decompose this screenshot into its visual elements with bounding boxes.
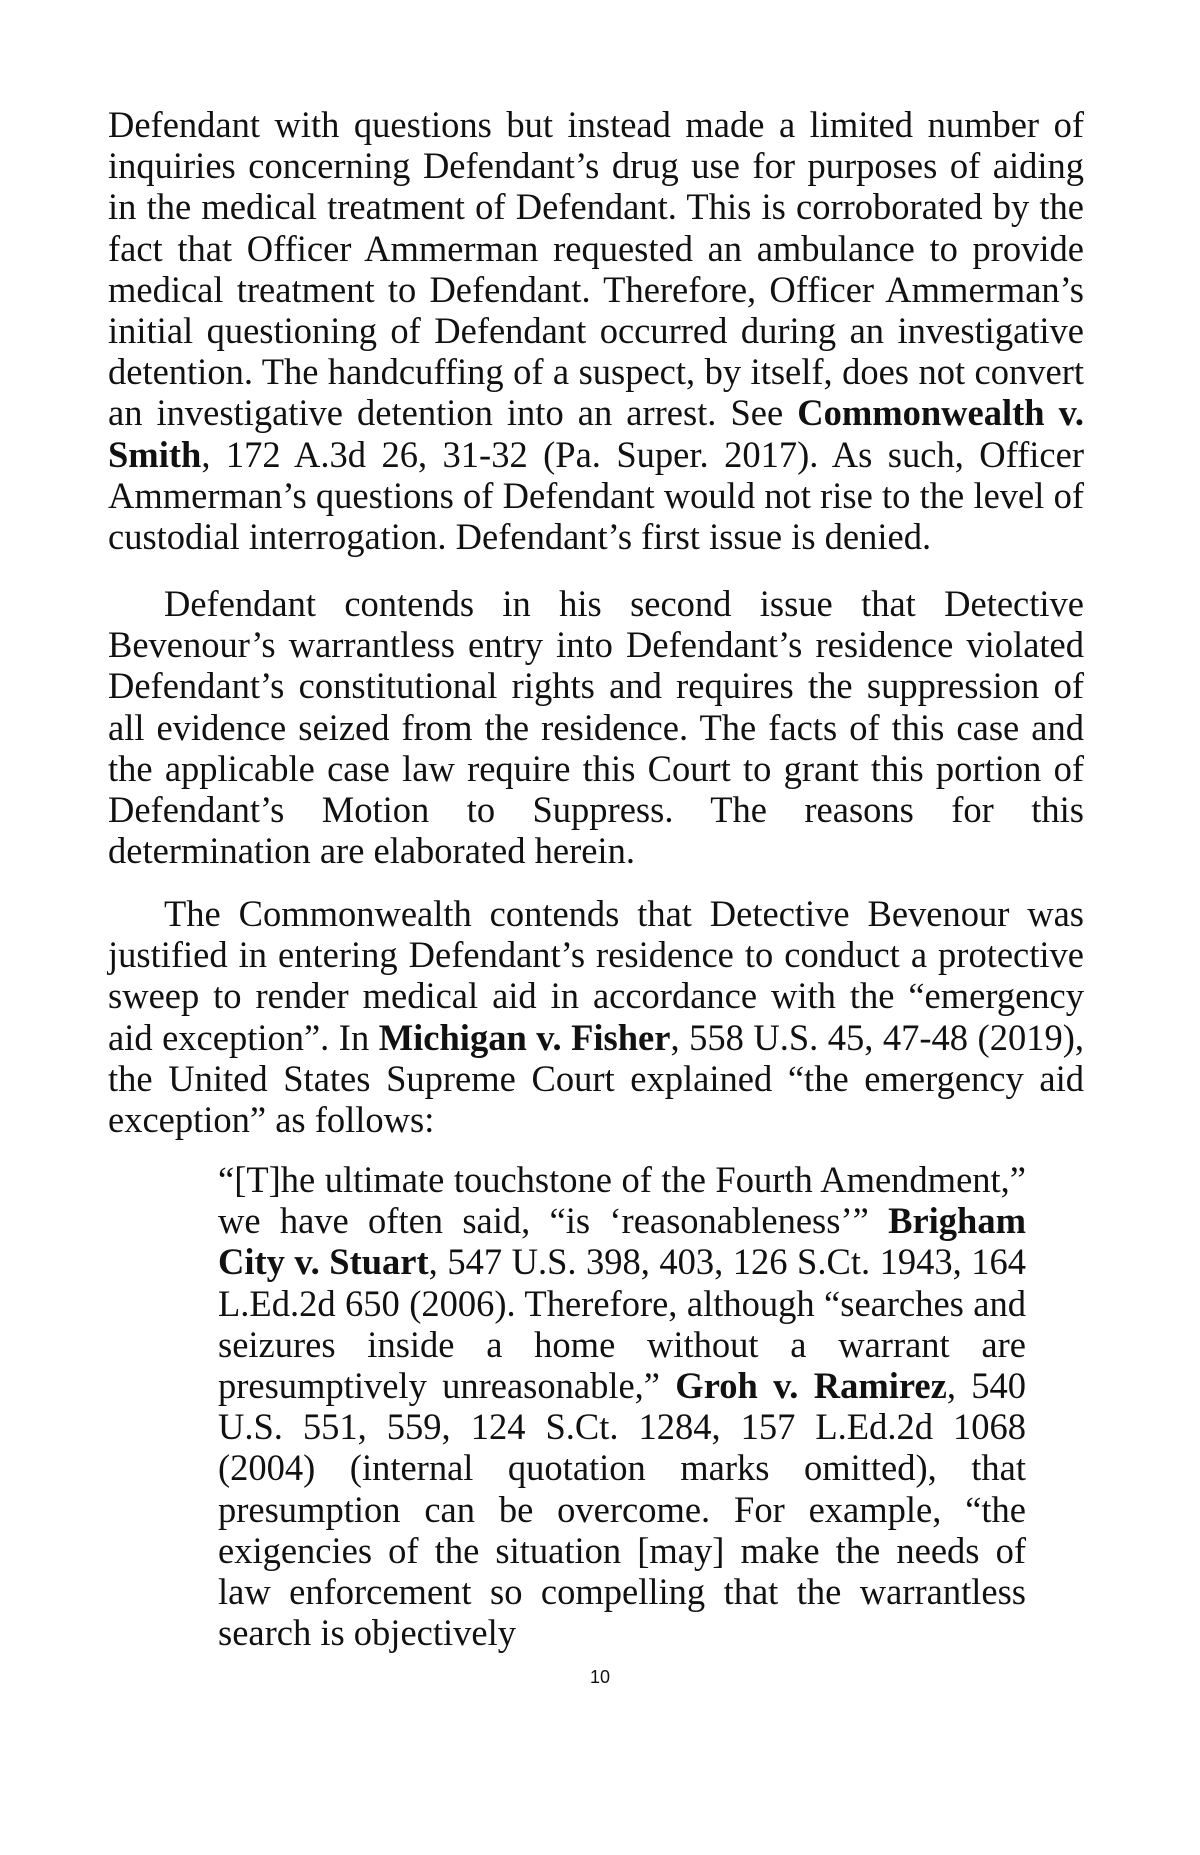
block-quote xyxy=(218,1159,1026,1653)
paragraph-second-issue xyxy=(108,583,1084,871)
case-citation: Groh v. Ramirez xyxy=(675,1365,947,1407)
text-run: Defendant contends in his second issue that Detective Bevenour’s warrantless entry into Defendant’s residence violated Defendant’s constitutional rights and requires the suppression of all evidence seized from the residence. The facts of this case and the applicable case law require this Court to grant this portion of Defendant’s Motion to Suppress. The reasons for this determination are elaborated herein. xyxy=(108,583,1084,872)
paragraph-emergency-aid xyxy=(108,893,1084,1140)
page-number: 10 xyxy=(589,1667,611,1687)
text-run: “[T]he ultimate touchstone of the Fourth Amendment,” we have often said, “is ‘reasonableness’” xyxy=(218,1159,1026,1242)
text-run: , 172 A.3d 26, 31-32 (Pa. Super. 2017). As such, Officer Ammerman’s questions of Defendant would not rise to the level of custodial interrogation. Defendant’s first issue is denied. xyxy=(108,433,1084,558)
text-run: Defendant with questions but instead made a limited number of inquiries concerning Defendant’s drug use for purposes of aiding in the medical treatment of Defendant. This is corroborated by the fact that Officer Ammerman requested an ambulance to provide medical treatment to Defendant. Therefore, Officer Ammerman’s initial questioning of Defendant occurred during an investigative detention. The handcuffing of a suspect, by itself, does not convert an investigative detention into an arrest. See xyxy=(108,104,1084,434)
case-citation: Michigan v. Fisher xyxy=(378,1016,671,1058)
text-run: , 540 U.S. 551, 559, 124 S.Ct. 1284, 157 L.Ed.2d 1068 (2004) (internal quotation marks omitted), that presumption can be overcome. For example, “the exigencies of the situation [may] make the needs of law enforcement so compelling that the warrantless search is objectively xyxy=(218,1365,1026,1654)
paragraph-custodial-interrogation xyxy=(108,104,1084,557)
text-run: The Commonwealth contends that Detective Bevenour was justified in entering Defendant’s residence to conduct a protective sweep to render medical aid in accordance with the “emergency aid exception”. In xyxy=(108,893,1084,1058)
case-citation: Commonwealth v. Smith xyxy=(108,392,1084,475)
text-run: , 558 U.S. 45, 47-48 (2019), the United States Supreme Court explained “the emergency aid exception” as follows: xyxy=(108,1016,1084,1141)
case-citation: Brigham City v. Stuart xyxy=(218,1200,1026,1283)
text-run: , 547 U.S. 398, 403, 126 S.Ct. 1943, 164 L.Ed.2d 650 (2006). Therefore, although “searches and seizures inside a home without a warrant are presumptively unreasonable,” xyxy=(218,1241,1027,1407)
